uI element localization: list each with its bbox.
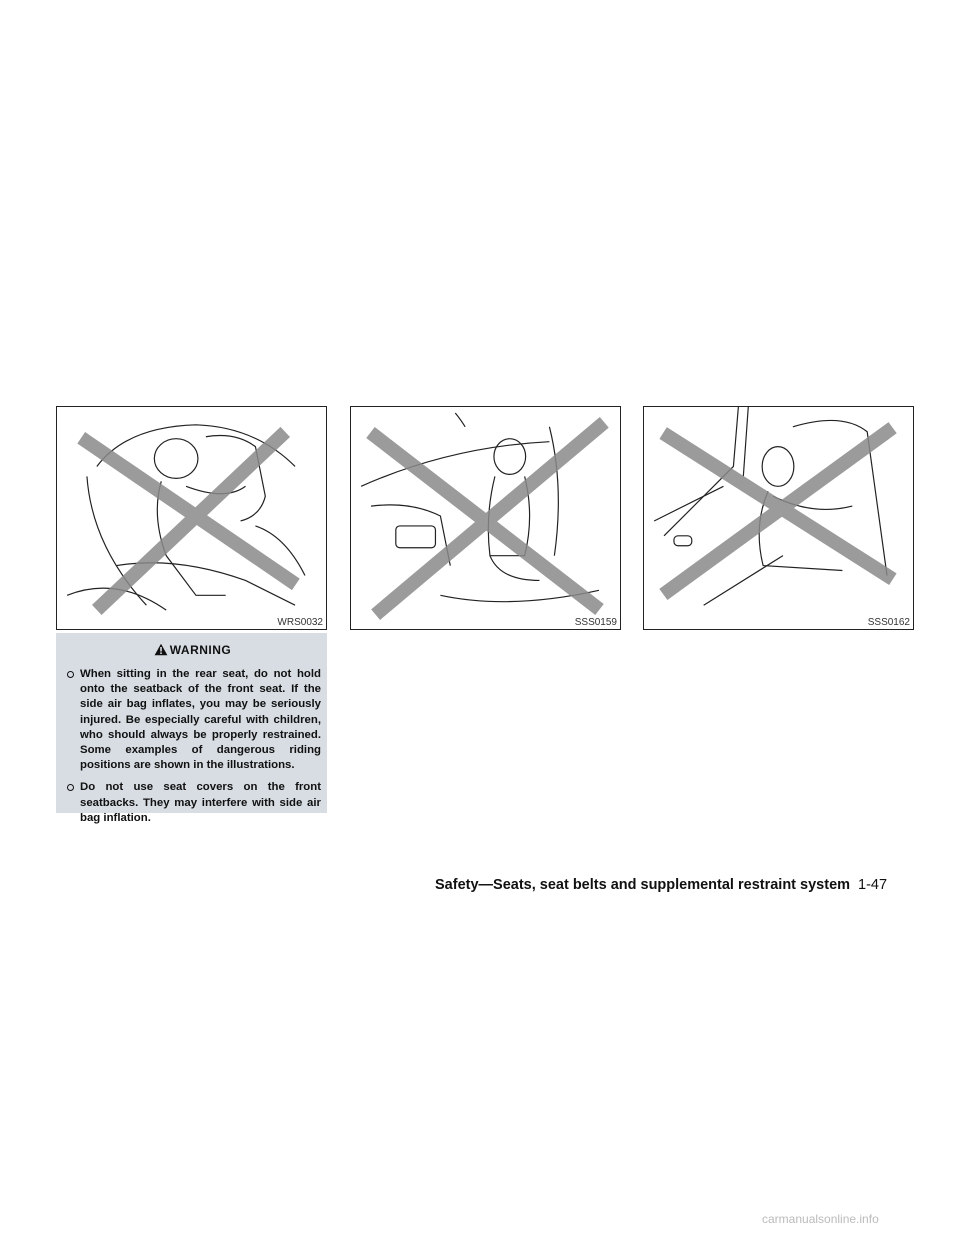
figure-code: WRS0032 bbox=[274, 616, 323, 629]
warning-item bbox=[64, 667, 321, 773]
illustration-rear-passenger-holding-seatback bbox=[56, 406, 327, 630]
warning-item-text: Do not use seat covers on the front seatbacks. They may interfere with side air bag inflation. bbox=[80, 781, 321, 824]
line-drawing bbox=[351, 407, 620, 629]
prohibition-x-mark bbox=[376, 427, 599, 610]
warning-triangle-icon bbox=[154, 643, 168, 656]
prohibition-x-mark bbox=[87, 437, 290, 605]
bullet-icon bbox=[67, 671, 74, 678]
page-footer bbox=[435, 877, 917, 893]
illustration-passenger-leaning-on-door bbox=[643, 406, 914, 630]
watermark: carmanualsonline.info bbox=[762, 1212, 879, 1226]
warning-item bbox=[64, 780, 321, 826]
section-title: Safety—Seats, seat belts and supplemental restraint system bbox=[435, 877, 851, 893]
page-number: 1-47 bbox=[858, 877, 888, 893]
line-drawing bbox=[644, 407, 913, 629]
figure-code: SSS0159 bbox=[572, 616, 617, 629]
illustration-child-near-dashboard bbox=[350, 406, 621, 630]
warning-box bbox=[56, 633, 327, 824]
bullet-icon bbox=[67, 784, 74, 791]
warning-item-text: When sitting in the rear seat, do not hold onto the seatback of the front seat. If the side air bag inflates, you may be seriously injured. Be especially careful with children, who should always be properly restrained. Some examples of dangerous riding positions are shown in the illustrations. bbox=[80, 668, 321, 772]
warning-heading bbox=[64, 643, 321, 657]
line-drawing bbox=[57, 407, 326, 629]
figure-code: SSS0162 bbox=[865, 616, 910, 629]
warning-title: WARNING bbox=[169, 643, 232, 657]
